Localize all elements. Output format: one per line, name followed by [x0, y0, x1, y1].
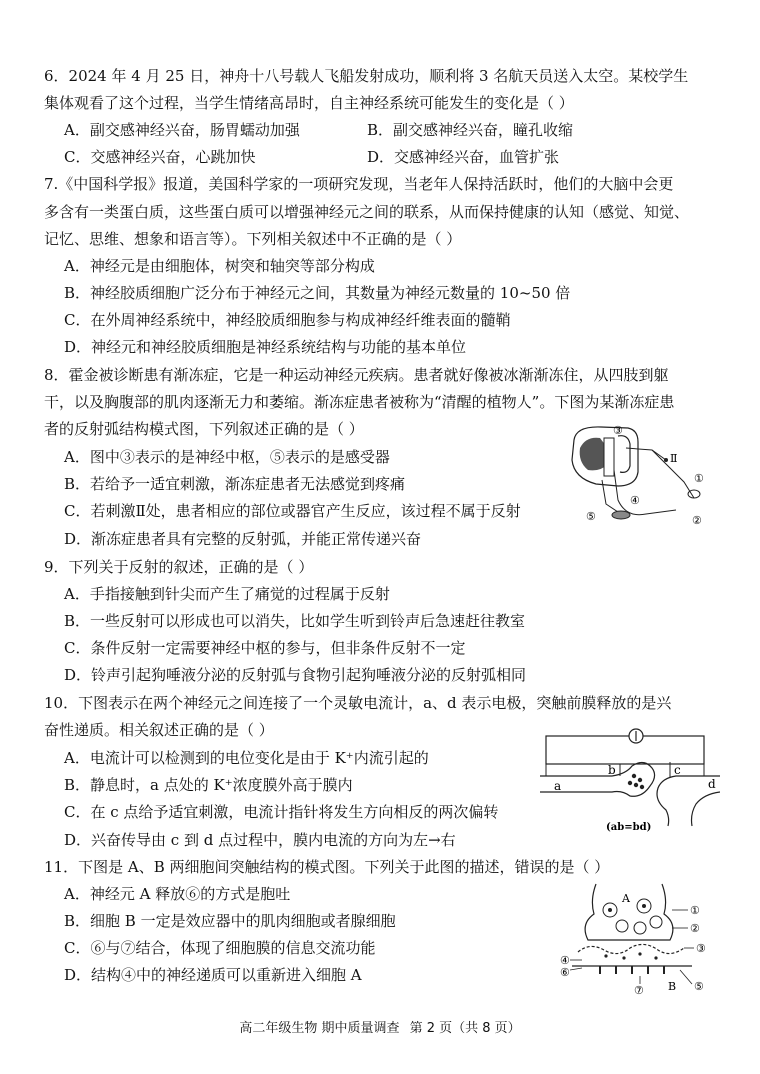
fig8-label-3: ③ [613, 424, 623, 437]
fig8-label-2: ② [692, 514, 702, 527]
q10-stem-line2: 奋性递质。相关叙述正确的是（ ） [44, 721, 274, 739]
fig11-label-5: ⑤ [694, 980, 704, 993]
q6-stem-line2: 集体观看了这个过程，当学生情绪高昂时，自主神经系统可能发生的变化是（ ） [44, 94, 574, 112]
q11-option-a: A．神经元 A 释放⑥的方式是胞吐 [64, 885, 291, 903]
q9-option-c: C．条件反射一定需要神经中枢的参与，但非条件反射不一定 [64, 639, 466, 657]
footer-exam-title: 高二年级生物 期中质量调查 [239, 1021, 400, 1036]
q10-option-c: C．在 c 点给予适宜刺激，电流计指针将发生方向相反的两次偏转 [64, 803, 499, 821]
fig11-label-7: ⑦ [634, 984, 644, 996]
galvanometer-synapse-diagram [540, 728, 720, 834]
footer-page-number: 第 2 页（共 8 页） [409, 1021, 521, 1036]
fig8-label-5: ⑤ [586, 510, 596, 523]
q9-option-a: A．手指接触到针尖而产生了痛觉的过程属于反射 [64, 585, 390, 603]
fig8-label-1: ① [694, 472, 704, 485]
fig11-label-2: ② [690, 922, 700, 935]
q10-option-a: A．电流计可以检测到的电位变化是由于 K⁺内流引起的 [64, 749, 429, 767]
q9-option-b: B．一些反射可以形成也可以消失，比如学生听到铃声后急速赶往教室 [64, 612, 526, 630]
q9-option-d: D．铃声引起狗唾液分泌的反射弧与食物引起狗唾液分泌的反射弧相同 [64, 666, 527, 684]
q9-stem: 9．下列关于反射的叙述，正确的是（ ） [44, 558, 314, 576]
q7-stem-line1: 7.《中国科学报》报道，美国科学家的一项研究发现，当老年人保持活跃时，他们的大脑中会更 [44, 175, 674, 193]
q11-stem: 11．下图是 A、B 两细胞间突触结构的模式图。下列关于此图的描述，错误的是（ ） [44, 858, 610, 876]
q10-option-b: B．静息时，a 点处的 K⁺浓度膜外高于膜内 [64, 776, 353, 794]
fig11-label-3: ③ [696, 942, 706, 955]
fig10-label-b: b [608, 763, 616, 777]
q8-stem-line1: 8．霍金被诊断患有渐冻症，它是一种运动神经元疾病。患者就好像被冰渐渐冻住，从四肢到躯 [44, 366, 669, 384]
q8-option-a: A．图中③表示的是神经中枢，⑤表示的是感受器 [64, 448, 390, 466]
fig11-label-1: ① [690, 904, 700, 917]
page-footer [0, 1017, 760, 1036]
q8-option-c: C．若刺激Ⅱ处，患者相应的部位或器官产生反应，该过程不属于反射 [64, 502, 521, 520]
q8-option-d: D．渐冻症患者具有完整的反射弧，并能正常传递兴奋 [64, 530, 422, 548]
q8-stem-line2: 干，以及胸腹部的肌肉逐渐无力和萎缩。渐冻症患者被称为“清醒的植物人”。下图为某渐冻症患 [44, 393, 675, 411]
q11-option-c: C．⑥与⑦结合，体现了细胞膜的信息交流功能 [64, 939, 376, 957]
fig8-label-4: ④ [630, 494, 640, 507]
q7-option-d: D．神经元和神经胶质细胞是神经系统结构与功能的基本单位 [64, 338, 467, 356]
fig11-label-A: A [622, 892, 630, 905]
fig8-label-2-roman: Ⅱ [670, 452, 678, 465]
q6-stem-line1: 6．2024 年 4 月 25 日，神舟十八号载人飞船发射成功，顺利将 3 名航天员送入太空。某校学生 [44, 67, 689, 85]
q7-stem-line3: 记忆、思维、想象和语言等）。下列相关叙述中不正确的是（ ） [44, 230, 462, 248]
q8-option-b: B．若给予一适宜刺激，渐冻症患者无法感觉到疼痛 [64, 475, 406, 493]
q7-option-a: A．神经元是由细胞体，树突和轴突等部分构成 [64, 257, 375, 275]
q8-stem-line3: 者的反射弧结构模式图，下列叙述正确的是（ ） [44, 420, 364, 438]
q6-option-c: C．交感神经兴奋，心跳加快 [64, 148, 256, 166]
fig10-label-a: a [554, 779, 562, 793]
synaptic-cleft [578, 944, 684, 953]
q10-option-d: D．兴奋传导由 c 到 d 点过程中，膜内电流的方向为左→右 [64, 831, 456, 849]
q11-option-d: D．结构④中的神经递质可以重新进入细胞 A [64, 966, 362, 984]
reflex-arc-diagram [566, 420, 716, 532]
central-canal [604, 438, 614, 476]
q7-stem-line2: 多含有一类蛋白质，这些蛋白质可以增强神经元之间的联系，从而保持健康的认知（感觉、知觉、 [44, 203, 690, 221]
q11-option-b: B．细胞 B 一定是效应器中的肌肉细胞或者腺细胞 [64, 912, 396, 930]
fig10-label-d: d [708, 777, 716, 791]
q10-stem-line1: 10．下图表示在两个神经元之间连接了一个灵敏电流计，a、d 表示电极，突触前膜释放的是兴 [44, 694, 672, 712]
synapse-structure-diagram [560, 880, 720, 996]
q6-option-d: D．交感神经兴奋，血管扩张 [367, 148, 560, 166]
fig11-label-4: ④ [560, 954, 570, 967]
fig10-label-c: c [674, 763, 681, 777]
q6-option-a: A．副交感神经兴奋，肠胃蠕动加强 [64, 121, 300, 139]
effector-shape [612, 511, 630, 519]
fig10-caption: (ab=bd) [606, 822, 652, 833]
q7-option-c: C．在外周神经系统中，神经胶质细胞参与构成神经纤维表面的髓鞘 [64, 311, 511, 329]
fig11-label-B: B [668, 980, 677, 993]
q6-option-b: B．副交感神经兴奋，瞳孔收缩 [367, 121, 574, 139]
q7-option-b: B．神经胶质细胞广泛分布于神经元之间，其数量为神经元数量的 10~50 倍 [64, 284, 571, 302]
circuit-wire [546, 736, 704, 764]
receptor-shape [688, 490, 700, 498]
fig11-label-6: ⑥ [560, 966, 570, 979]
